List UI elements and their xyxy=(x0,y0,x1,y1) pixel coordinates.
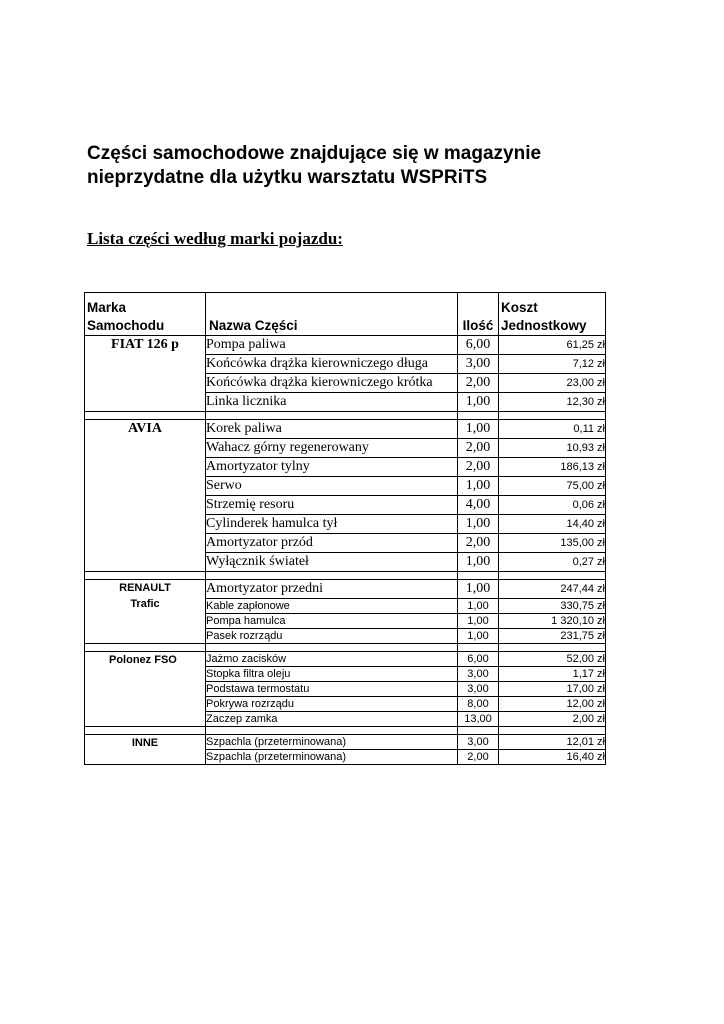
part-cost: 231,75 zł xyxy=(499,629,606,644)
section-subtitle: Lista części według marki pojazdu: xyxy=(87,229,343,248)
part-qty: 1,00 xyxy=(458,420,499,439)
brand-cell-renault: RENAULT Trafic xyxy=(85,580,206,644)
part-qty: 1,00 xyxy=(458,477,499,496)
header-brand: Marka Samochodu xyxy=(85,293,206,336)
part-cost: 7,12 zł xyxy=(499,355,606,374)
part-cost: 1,17 zł xyxy=(499,667,606,682)
part-qty: 3,00 xyxy=(458,735,499,750)
group-separator xyxy=(85,727,606,735)
table-row xyxy=(85,652,606,667)
header-unit-cost: Koszt Jednostkowy xyxy=(499,293,606,336)
part-name: Cylinderek hamulca tył xyxy=(206,515,458,534)
title-line-2: nieprzydatne dla użytku warsztatu WSPRiTS xyxy=(87,167,488,188)
part-cost: 330,75 zł xyxy=(499,599,606,614)
part-name: Korek paliwa xyxy=(206,420,458,439)
part-name: Stopka filtra oleju xyxy=(206,667,458,682)
part-name: Kable zapłonowe xyxy=(206,599,458,614)
page-title xyxy=(87,142,647,190)
part-cost: 0,11 zł xyxy=(499,420,606,439)
group-separator xyxy=(85,572,606,580)
part-qty: 6,00 xyxy=(458,652,499,667)
part-name: Amortyzator przód xyxy=(206,534,458,553)
part-qty: 1,00 xyxy=(458,599,499,614)
part-cost: 135,00 zł xyxy=(499,534,606,553)
header-part-name: Nazwa Części xyxy=(206,293,458,336)
part-cost: 12,00 zł xyxy=(499,697,606,712)
part-qty: 1,00 xyxy=(458,553,499,572)
part-name: Szpachla (przeterminowana) xyxy=(206,735,458,750)
part-cost: 52,00 zł xyxy=(499,652,606,667)
part-name: Zaczep zamka xyxy=(206,712,458,727)
part-name: Wahacz górny regenerowany xyxy=(206,439,458,458)
group-separator xyxy=(85,644,606,652)
part-name: Podstawa termostatu xyxy=(206,682,458,697)
part-name: Serwo xyxy=(206,477,458,496)
part-cost: 1 320,10 zł xyxy=(499,614,606,629)
table-row xyxy=(85,735,606,750)
part-cost: 75,00 zł xyxy=(499,477,606,496)
part-qty: 13,00 xyxy=(458,712,499,727)
part-cost: 0,27 zł xyxy=(499,553,606,572)
part-qty: 3,00 xyxy=(458,667,499,682)
part-name: Amortyzator tylny xyxy=(206,458,458,477)
table-row xyxy=(85,420,606,439)
part-qty: 2,00 xyxy=(458,374,499,393)
part-name: Pokrywa rozrządu xyxy=(206,697,458,712)
part-qty: 4,00 xyxy=(458,496,499,515)
part-name: Wyłącznik świateł xyxy=(206,553,458,572)
part-name: Końcówka drążka kierowniczego długa xyxy=(206,355,458,374)
part-qty: 2,00 xyxy=(458,534,499,553)
part-qty: 8,00 xyxy=(458,697,499,712)
part-name: Pompa hamulca xyxy=(206,614,458,629)
part-name: Jażmo zacisków xyxy=(206,652,458,667)
part-cost: 23,00 zł xyxy=(499,374,606,393)
table-header-row xyxy=(85,293,606,336)
part-qty: 2,00 xyxy=(458,750,499,765)
table-row xyxy=(85,580,606,599)
brand-cell-polonez: Polonez FSO xyxy=(85,652,206,727)
part-cost: 0,06 zł xyxy=(499,496,606,515)
brand-cell-avia: AVIA xyxy=(85,420,206,572)
part-cost: 61,25 zł xyxy=(499,336,606,355)
part-qty: 1,00 xyxy=(458,515,499,534)
part-qty: 3,00 xyxy=(458,682,499,697)
part-qty: 1,00 xyxy=(458,580,499,599)
part-qty: 3,00 xyxy=(458,355,499,374)
part-cost: 10,93 zł xyxy=(499,439,606,458)
part-cost: 12,30 zł xyxy=(499,393,606,412)
part-qty: 1,00 xyxy=(458,393,499,412)
part-qty: 1,00 xyxy=(458,614,499,629)
part-qty: 6,00 xyxy=(458,336,499,355)
part-qty: 2,00 xyxy=(458,458,499,477)
parts-table xyxy=(84,292,606,765)
part-name: Amortyzator przedni xyxy=(206,580,458,599)
part-cost: 17,00 zł xyxy=(499,682,606,697)
part-cost: 14,40 zł xyxy=(499,515,606,534)
title-line-1: Części samochodowe znajdujące się w magazynie xyxy=(87,143,542,164)
part-cost: 247,44 zł xyxy=(499,580,606,599)
part-cost: 16,40 zł xyxy=(499,750,606,765)
part-qty: 2,00 xyxy=(458,439,499,458)
part-name: Końcówka drążka kierowniczego krótka xyxy=(206,374,458,393)
part-cost: 2,00 zł xyxy=(499,712,606,727)
part-name: Pompa paliwa xyxy=(206,336,458,355)
part-qty: 1,00 xyxy=(458,629,499,644)
table-row xyxy=(85,336,606,355)
part-name: Pasek rozrządu xyxy=(206,629,458,644)
brand-cell-fiat: FIAT 126 p xyxy=(85,336,206,412)
part-cost: 186,13 zł xyxy=(499,458,606,477)
part-name: Szpachla (przeterminowana) xyxy=(206,750,458,765)
group-separator xyxy=(85,412,606,420)
part-name: Strzemię resoru xyxy=(206,496,458,515)
header-quantity: Ilość xyxy=(458,293,499,336)
part-name: Linka licznika xyxy=(206,393,458,412)
part-cost: 12,01 zł xyxy=(499,735,606,750)
brand-cell-other: INNE xyxy=(85,735,206,765)
